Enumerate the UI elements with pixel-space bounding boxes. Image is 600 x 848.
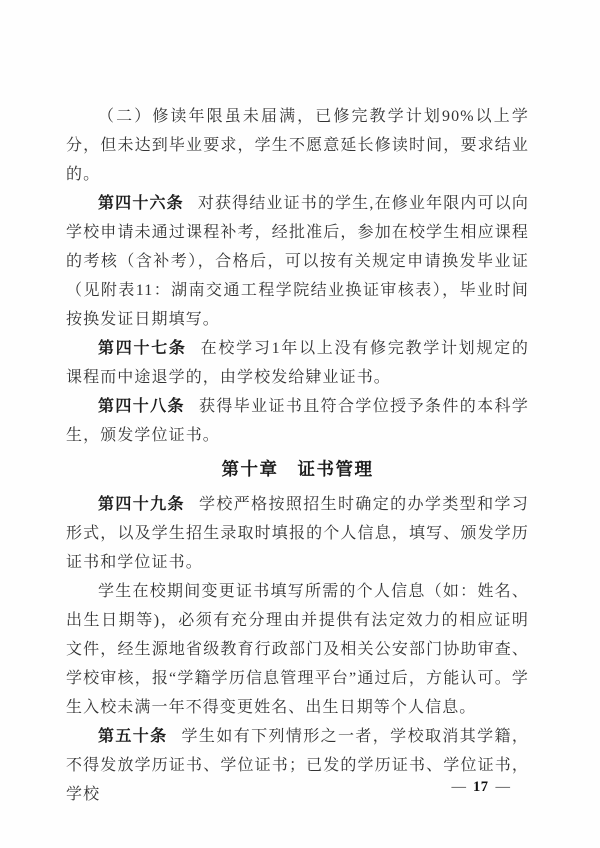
chapter-heading: 第十章 证书管理 [221,459,374,479]
paragraph-text: （二）修读年限虽未届满，已修完教学计划90%以上学分，但未达到毕业要求，学生不愿意延长修读时间，要求结业的。 [66,108,529,183]
paragraph-article-47 [66,334,529,392]
paragraph-text: 获得毕业证书且符合学位授予条件的本科学生，颁发学位证书。 [66,398,529,444]
article-48-number: 第四十八条 [98,398,185,415]
paragraph-article-49 [66,490,529,577]
paragraph-article-46 [66,189,529,334]
article-47-number: 第四十七条 [98,340,187,357]
footer-right-dash: — [495,779,510,795]
paragraph-clause-2 [66,102,529,189]
paragraph-text: 学校严格按照招生时确定的办学类型和学习形式，以及学生招生录取时填报的个人信息，填写、颁发学历证书和学位证书。 [66,496,529,571]
article-50-number: 第五十条 [98,728,168,745]
document-body [66,102,529,809]
article-46-number: 第四十六条 [98,195,184,212]
paragraph-text: 学生在校期间变更证书填写所需的个人信息（如：姓名、出生日期等)，必须有充分理由并提供有法定效力的相应证明文件，经生源地省级教育行政部门及相关公安部门协助审查、学校审核，报“学籍学历信息管理平台”通过后，方能认可。学生入校未满一年不得变更姓名、出生日期等个人信息。 [66,583,529,716]
paragraph-text: 学生如有下列情形之一者，学校取消其学籍，不得发放学历证书、学位证书；已发的学历证书、学位证书，学校 [66,728,529,803]
footer-page-number: 17 [473,779,489,795]
footer-left-dash: — [451,779,466,795]
article-49-number: 第四十九条 [98,496,185,513]
page-number [452,779,511,796]
paragraph-article-48 [66,392,529,450]
paragraph-text: 在校学习1年以上没有修完教学计划规定的课程而中途退学的，由学校发给肄业证书。 [66,340,529,386]
paragraph-text: 对获得结业证书的学生,在修业年限内可以向学校申请未通过课程补考，经批准后，参加在校学生相应课程的考核（含补考），合格后，可以按有关规定申请换发毕业证（见附表11：湖南交通工程学院结业换证审核表），毕业时间按换发证日期填写。 [66,195,529,328]
paragraph-info-change [66,577,529,722]
